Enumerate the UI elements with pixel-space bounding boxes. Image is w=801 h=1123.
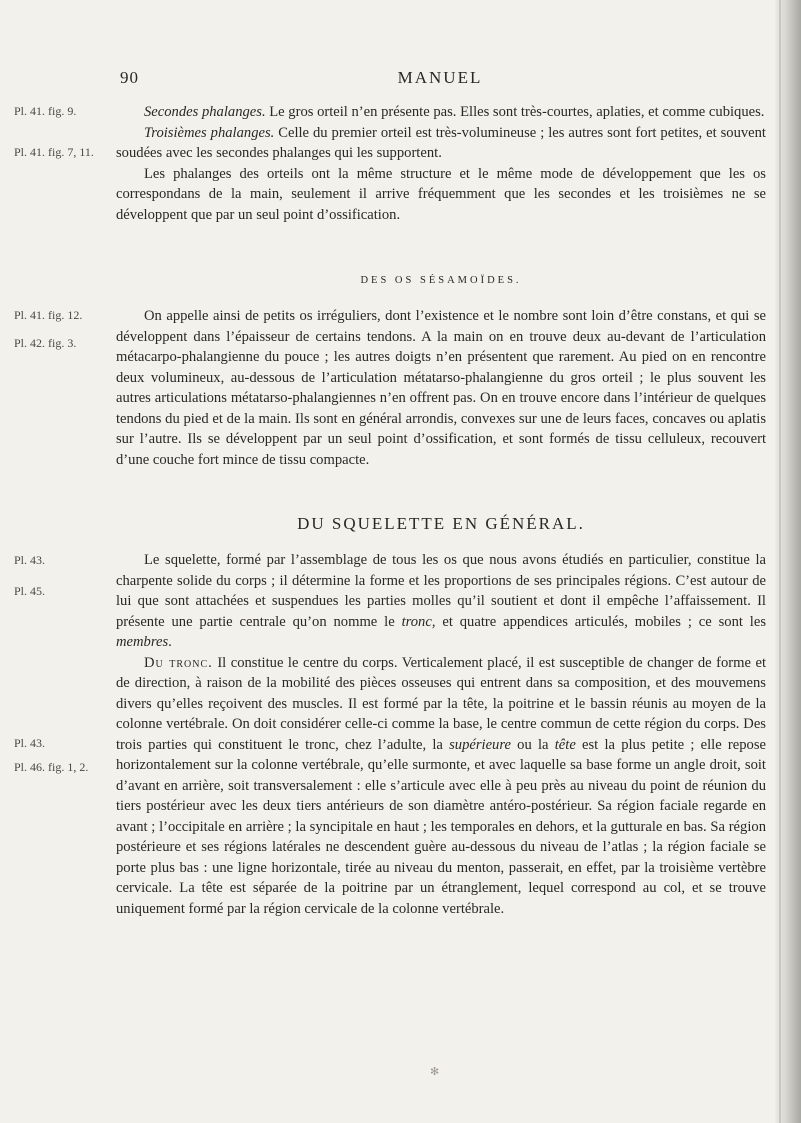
margin-note: Pl. 43. (14, 736, 46, 750)
paragraph-troisiemes (116, 123, 766, 164)
phalanges-section (116, 102, 766, 225)
paragraph-text: Celle du premier orteil est très-volumineuse ; les autres sont fort petites, et souvent soudées avec les secondes phalanges qui les supportent. (116, 124, 766, 161)
term-membres: membres (116, 634, 169, 650)
lead-du-tronc: Du tronc. (144, 654, 213, 671)
paragraph-text: . (168, 634, 172, 650)
page-fold (779, 0, 781, 1123)
printer-mark: ✻ (430, 1066, 440, 1078)
margin-note: Pl. 42. fig. 3. (14, 336, 77, 350)
margin-note: Pl. 41. fig. 7, 11. (14, 145, 94, 159)
paragraph-du-tronc (116, 653, 766, 920)
margin-note: Pl. 41. fig. 12. (14, 308, 83, 322)
squelette-section (116, 550, 766, 919)
term-superieure: supérieure (449, 736, 511, 753)
paragraph-text: Il constitue le centre du corps. Verticalement placé, il est susceptible de changer de forme et de direction, à raison de la mobilité des pièces osseuses qui entrent dans sa composition, et des mouvemens divers qu’elles reçoivent des muscles. Il est formé par la tête, la poitrine et le bassin réunis au moyen de la colonne vertébrale. On doit considérer celle-ci comme la base, le centre commun de cette région du corps. Des trois parties qui constituent le tronc, chez l’adulte, la (116, 654, 767, 753)
running-header (120, 68, 760, 92)
margin-note: Pl. 45. (14, 584, 46, 598)
paragraph-squelette (116, 550, 766, 653)
paragraph-text: , et quatre appendices articulés, mobiles ; ce sont les (431, 613, 767, 630)
paragraph-text: ou la (510, 736, 555, 753)
paragraph-phalanges-orteils: Les phalanges des orteils ont la même structure et le même mode de développement que les os correspondans de la main, seulement il arrive fréquemment que les secondes et les troisièmes ne se développent que par un seul point d’ossification. (116, 165, 766, 223)
margin-note: Pl. 41. fig. 9. (14, 104, 77, 118)
sesamoides-section (116, 306, 766, 470)
page-edge (775, 0, 801, 1123)
term-secondes-phalanges: Secondes phalanges. (144, 104, 266, 120)
paragraph-sesamoides: On appelle ainsi de petits os irréguliers, dont l’existence et le nombre sont loin d’être constans, et qui se développent dans l’épaisseur de certains tendons. A la main on en trouve deux au-devant de l’articulation métacarpo-phalangienne du pouce ; les autres doigts n’en présentent que rarement. Au pied on en rencontre deux volumineux, au-dessous de l’articulation métatarso-phalangienne du gros orteil ; le plus souvent les autres articulations métatarso-phalangiennes n’en offrent pas. On en trouve encore dans l’intérieur de quelques tendons du pied et de la main. Ils sont en général arrondis, convexes sur une de leurs faces, concaves ou aplatis sur l’autre. Ils se développent par un seul point d’ossification, et sont formés de tissu celluleux, recouvert d’une couche fort mince de tissu compacte. (116, 308, 766, 468)
term-tete: tête (554, 736, 576, 753)
heading-sesamoides: DES OS SÉSAMOÏDES. (360, 275, 522, 286)
paragraph-text: Le squelette, formé par l’assemblage de tous les os que nous avons étudiés en particulier, constitue la charpente solide du corps ; il détermine la forme et les proportions de ses principales régions. C’est autour de lui que sont attachées et suspendues les parties molles qu’il soutient et dont il empêche l’affaissement. Il présente une partie centrale qu’on nomme le (116, 552, 766, 630)
paragraph-text: Le gros orteil n’en présente pas. Elles sont très-courtes, aplaties, et comme cubiques. (265, 104, 765, 120)
running-title: MANUEL (397, 68, 483, 87)
page-number: 90 (120, 68, 139, 87)
term-troisiemes-phalanges: Troisièmes phalanges. (144, 124, 275, 141)
heading-squelette: DU SQUELETTE EN GÉNÉRAL. (297, 514, 585, 533)
paragraph-text: est la plus petite ; elle repose horizontalement sur la colonne vertébrale, qu’elle surmonte, et avec laquelle sa base forme un angle droit, soit d’avant en arrière, soit transversalement : elle s’articule avec elle à peu près au niveau du point de réunion du tiers postérieur avec les deux tiers antérieurs de son diamètre antéro-postérieur. Sa région faciale regarde en avant ; l’occipitale en arrière ; la syncipitale en haut ; les temporales en dehors, et la gutturale en bas. Sa région postérieure et ses régions latérales ne descendent guère au-dessous du niveau de l’atlas ; la région faciale se porte plus bas : une ligne horizontale, tirée au niveau du menton, passerait, en effet, par la troisième vertèbre cervicale. La tête est séparée de la poitrine par un étranglement, lequel correspond au col, et se trouve uniquement formé par la région cervicale de la colonne vertébrale. (116, 736, 766, 917)
margin-note: Pl. 43. (14, 553, 46, 567)
paragraph-secondes (116, 102, 766, 123)
term-tronc: tronc (401, 613, 432, 630)
margin-note: Pl. 46. fig. 1, 2. (14, 760, 89, 774)
